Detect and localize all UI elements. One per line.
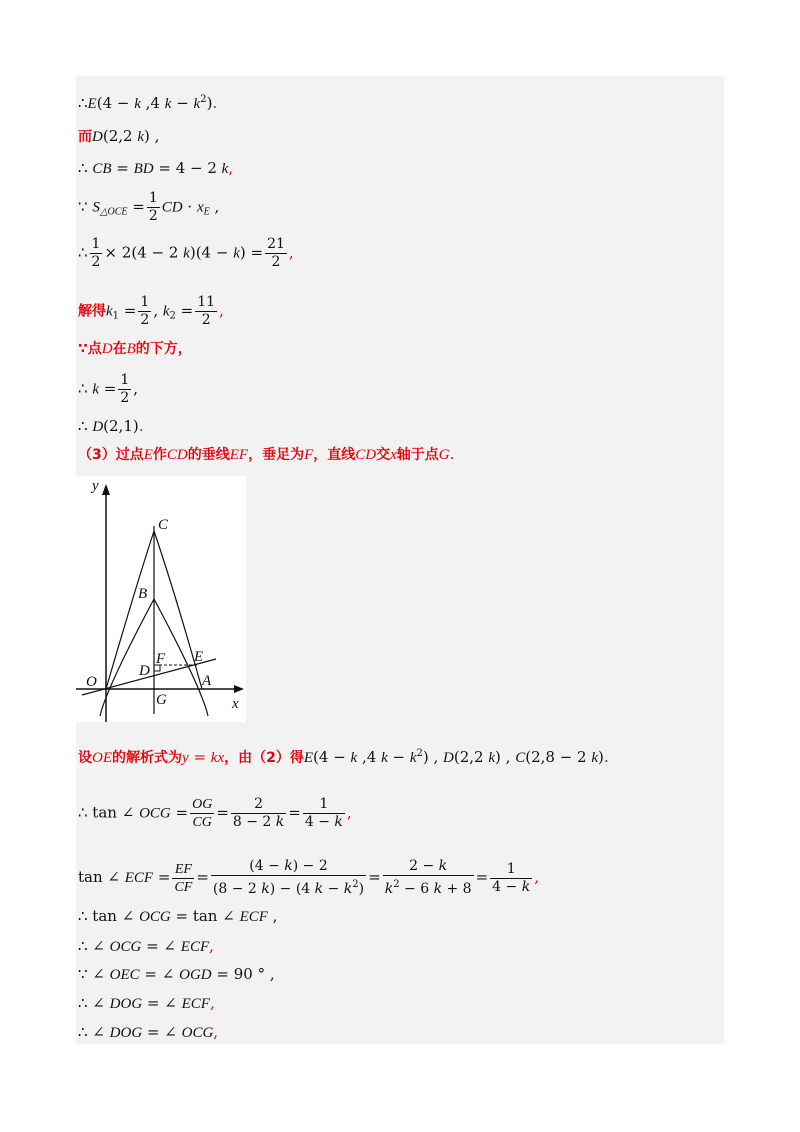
line-5: ∴ $\frac{1}{2}$ × 2(4 − 2 k)(4 − k) = $\frac{21}{2}$ , — [78, 236, 294, 270]
x-axis-arrow — [234, 685, 244, 693]
label-f: F — [156, 651, 166, 667]
solution-panel — [76, 76, 724, 1044]
line-11: 设OE的解析式为y = kx，由（2）得E(4 − k ,4 $k - k^2$) , D(2,2 k) , C(2,8 − 2 k). — [78, 748, 609, 766]
text-er: 而 — [78, 129, 92, 145]
line-10-part3: （3）过点E作CD的垂线EF，垂足为F，直线CD交x轴于点G. — [78, 445, 455, 463]
line-7: ∵点D在B的下方， — [78, 341, 192, 357]
line-4: ∵ $S_{\triangle OCE}$ = $\frac{1}{2}$ CD · $x_E$ , — [78, 190, 220, 224]
line-17: ∴ ∠ DOG = ∠ ECF, — [78, 994, 215, 1012]
line-6: 解得$k_1$ = $\frac{1}{2}$ , $k_2$ = $\frac{11}{2}$ , — [78, 294, 224, 328]
figure-svg — [76, 476, 246, 722]
label-d: D — [139, 663, 150, 679]
line-9: ∴ D(2,1). — [78, 417, 144, 435]
line-16: ∵ ∠ OEC = ∠ OGD = 90 ° , — [78, 965, 275, 983]
label-g: G — [156, 692, 167, 708]
label-x: x — [232, 696, 239, 712]
line-15: ∴ ∠ OCG = ∠ ECF, — [78, 937, 214, 955]
line-1: ∴E(4 − k ,4 $k - k^2$). — [78, 94, 218, 112]
label-a: A — [202, 673, 212, 689]
line-2: 而D(2,2 k) , — [78, 127, 160, 145]
label-c: C — [158, 517, 169, 533]
label-b: B — [138, 586, 148, 602]
parabola-figure — [76, 476, 246, 722]
line-14: ∴ tan ∠ OCG = tan ∠ ECF , — [78, 907, 278, 925]
label-e: E — [194, 649, 204, 665]
label-y: y — [92, 478, 99, 494]
line-8: ∴ k = $\frac{1}{2}$ , — [78, 372, 139, 406]
label-o: O — [86, 674, 97, 690]
line-3: ∴ CB = BD = 4 − 2 k, — [78, 159, 234, 177]
line-12: ∴ tan ∠ OCG = $\frac{OG}{CG}$ = $\frac{2}{8 - 2 k}$ = $\frac{1}{4 - k}$ , — [78, 796, 352, 830]
text-jiede: 解得 — [78, 303, 106, 320]
line-18: ∴ ∠ DOG = ∠ OCG, — [78, 1023, 219, 1041]
y-axis-arrow — [102, 484, 110, 495]
fraction-half: $\frac{1}{2}$ — [148, 190, 158, 224]
line-13: tan ∠ ECF = $\frac{EF}{CF}$ = $\frac{(4 - k) - 2}{(8 - 2 k) - (4 k - k^2)}$ = $\frac{2 - k}{k^2 - 6 k + 8}$ = $\frac{1}{4 - k}$ , — [78, 858, 539, 897]
